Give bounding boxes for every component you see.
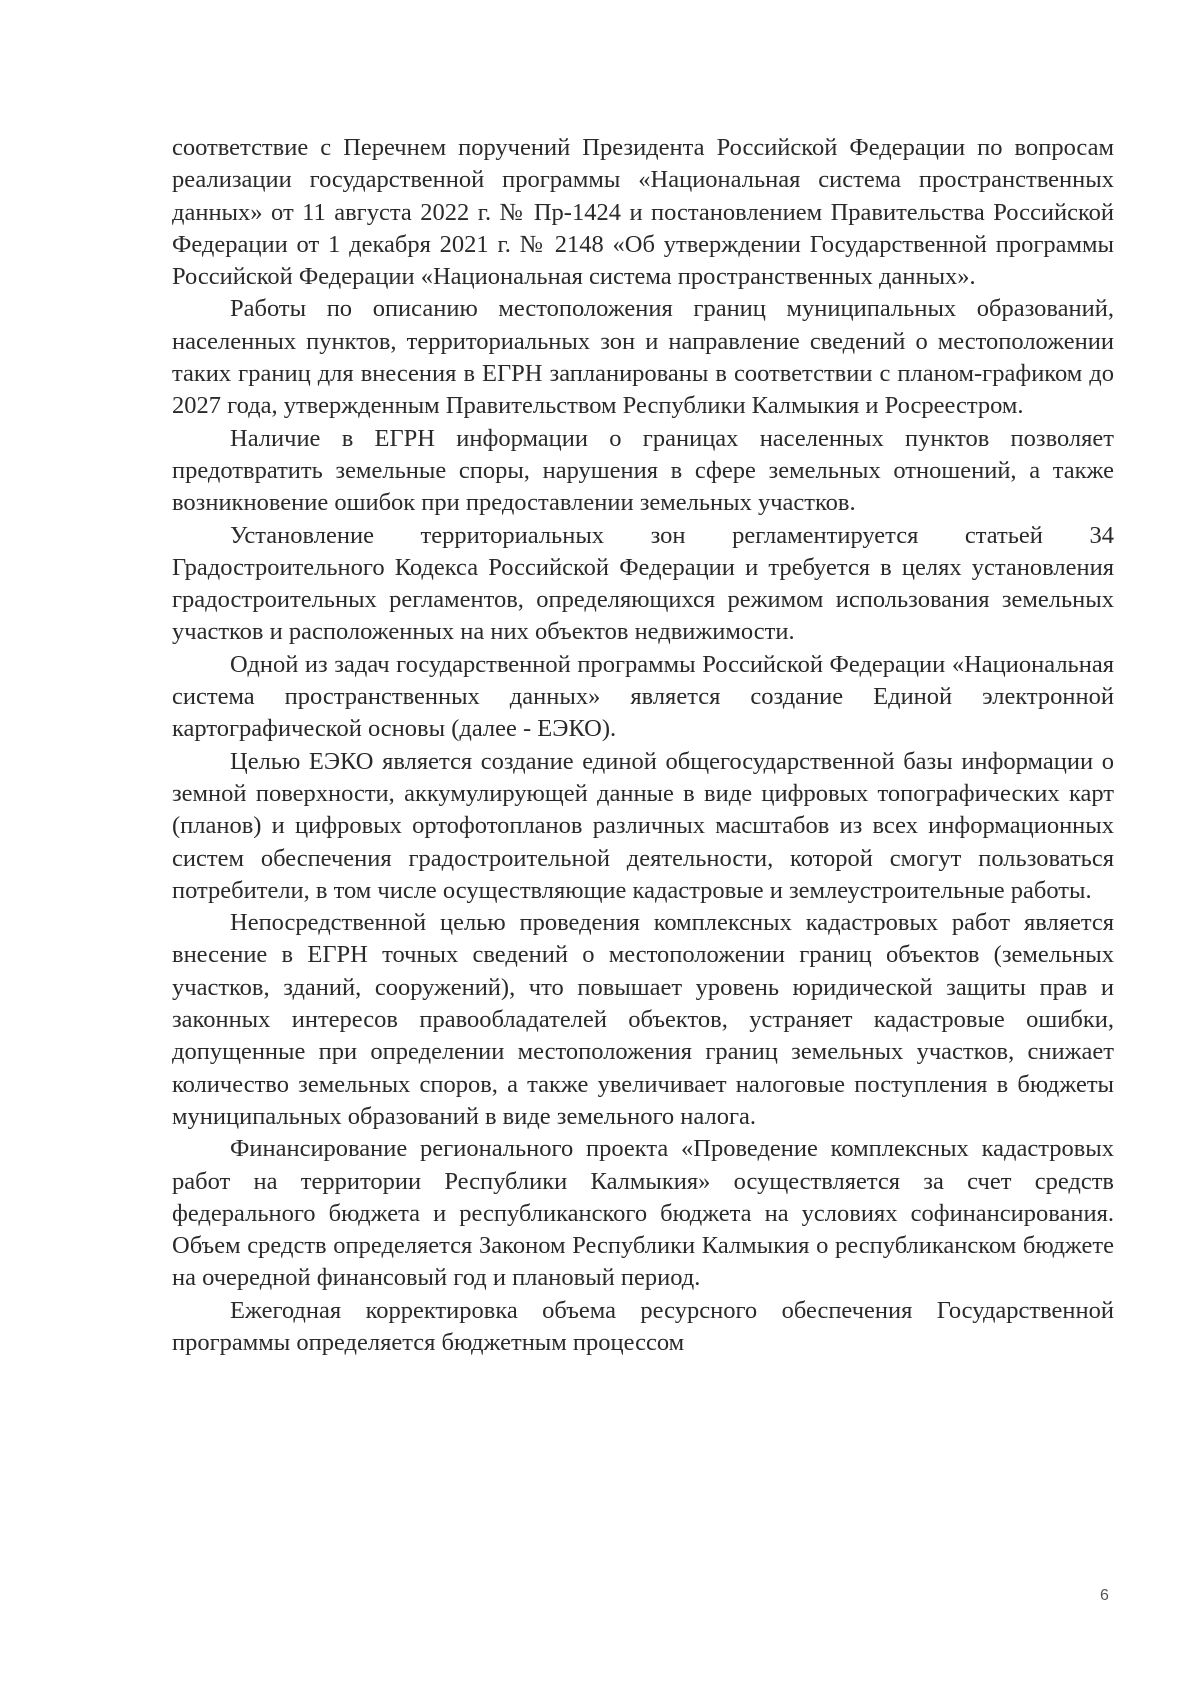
paragraph-continuation: соответствие с Перечнем поручений Президента Российской Федерации по вопросам реализации государственной программы «Национальная система пространственных данных» от 11 августа 2022 г. № Пр-1424 и постановлением Правительства Российской Федерации от 1 декабря 2021 г. № 2148 «Об утверждении Государственной программы Российской Федерации «Национальная система пространственных данных». [172, 134, 1114, 291]
paragraph: Непосредственной целью проведения комплексных кадастровых работ является внесение в ЕГРН точных сведений о местоположении границ объектов (земельных участков, зданий, сооружений), что повышает уровень юридической защиты прав и законных интересов правообладателей объектов, устраняет кадастровые ошибки, допущенные при определении местоположения границ земельных участков, снижает количество земельных споров, а также увеличивает налоговые поступления в бюджеты муниципальных образований в виде земельного налога. [172, 909, 1114, 1130]
paragraph: Одной из задач государственной программы Российской Федерации «Национальная система пространственных данных» является создание Единой электронной картографической основы (далее - ЕЭКО). [172, 650, 1114, 743]
paragraph: Наличие в ЕГРН информации о границах населенных пунктов позволяет предотвратить земельные споры, нарушения в сфере земельных отношений, а также возникновение ошибок при предоставлении земельных участков. [172, 424, 1114, 517]
paragraph: Работы по описанию местоположения границ муниципальных образований, населенных пунктов, территориальных зон и направление сведений о местоположении таких границ для внесения в ЕГРН запланированы в соответствии с планом-графиком до 2027 года, утвержденным Правительством Республики Калмыкия и Росреестром. [172, 295, 1114, 420]
document-body [172, 132, 1114, 1359]
paragraph: Целью ЕЭКО является создание единой общегосударственной базы информации о земной поверхности, аккумулирующей данные в виде цифровых топографических карт (планов) и цифровых ортофотопланов различных масштабов из всех информационных систем обеспечения градостроительной деятельности, которой смогут пользоваться потребители, в том числе осуществляющие кадастровые и землеустроительные работы. [172, 747, 1114, 904]
paragraph: Финансирование регионального проекта «Проведение комплексных кадастровых работ на территории Республики Калмыкия» осуществляется за счет средств федерального бюджета и республиканского бюджета на условиях софинансирования. Объем средств определяется Законом Республики Калмыкия о республиканском бюджете на очередной финансовый год и плановый период. [172, 1135, 1114, 1292]
paragraph: Ежегодная корректировка объема ресурсного обеспечения Государственной программы определяется бюджетным процессом [172, 1296, 1114, 1356]
paragraph: Установление территориальных зон регламентируется статьей 34 Градостроительного Кодекса Российской Федерации и требуется в целях установления градостроительных регламентов, определяющихся режимом использования земельных участков и расположенных на них объектов недвижимости. [172, 521, 1114, 646]
page-number: 6 [1100, 1587, 1109, 1604]
